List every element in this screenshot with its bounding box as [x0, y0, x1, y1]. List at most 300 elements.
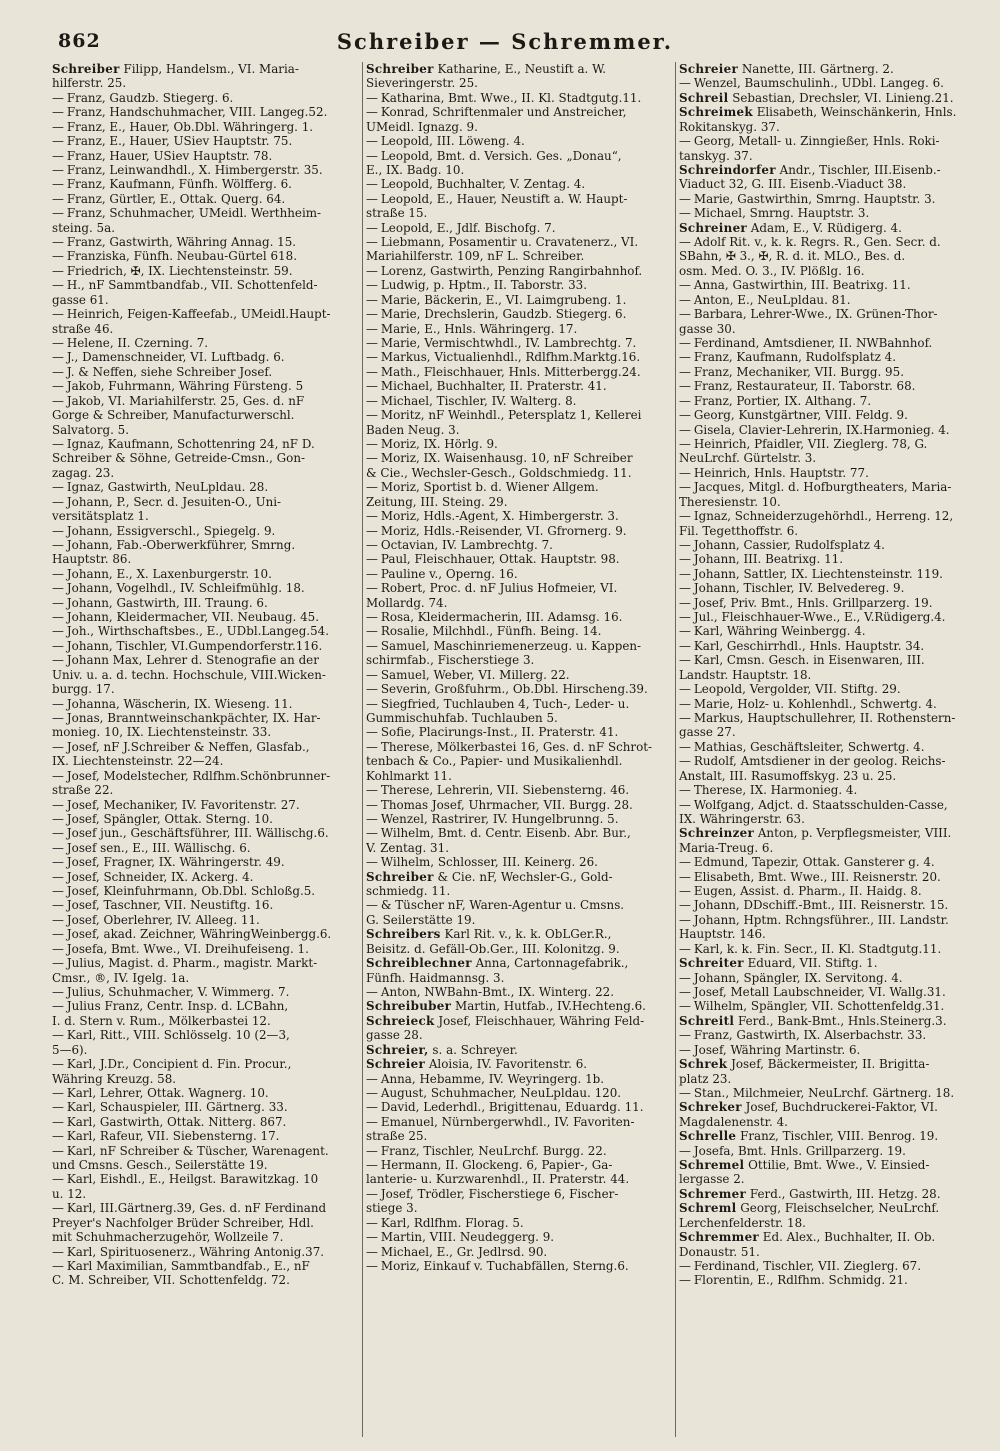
directory-entry: [366, 668, 672, 682]
continuation-dash: —: [52, 739, 64, 754]
entry-text: Josef, Metall Laubschneider, VI. Wallg.31.: [693, 985, 946, 999]
continuation-dash: —: [52, 162, 64, 177]
directory-entry: [679, 76, 987, 90]
continuation-dash: —: [366, 898, 378, 913]
entry-text: NeuLrchf. Gürtelstr. 3.: [679, 451, 817, 466]
continuation-dash: —: [366, 1186, 378, 1201]
entry-text: Leopold, Bmt. d. Versich. Ges. „Donau“,: [380, 148, 622, 163]
continuation-dash: —: [366, 624, 378, 639]
entry-text: Johann, Kleidermacher, VII. Neubaug. 45.: [66, 610, 320, 625]
directory-entry: [52, 163, 358, 177]
directory-entry: [679, 1158, 987, 1172]
directory-entry: [52, 740, 358, 754]
entry-text: Rokitanskyg. 37.: [679, 119, 780, 134]
entry-text: u. 12.: [52, 1186, 87, 1201]
entry-text: Franz, Kaufmann, Rudolfsplatz 4.: [693, 350, 897, 365]
directory-entry: [366, 1245, 672, 1259]
entry-surname: Schreiter: [679, 956, 744, 971]
directory-entry: [366, 235, 672, 249]
continuation-dash: —: [366, 336, 378, 351]
directory-entry: [366, 1043, 672, 1057]
entry-text: Moriz, Hdls.-Agent, X. Himbergerstr. 3.: [380, 509, 619, 524]
entry-text: Mathias, Geschäftsleiter, Schwertg. 4.: [693, 739, 925, 754]
directory-entry: [366, 408, 672, 422]
entry-text: Octavian, IV. Lambrechtg. 7.: [380, 537, 553, 552]
entry-text: IX. Währingerstr. 63.: [679, 811, 805, 826]
directory-entry: [52, 293, 358, 307]
continuation-dash: —: [52, 985, 64, 999]
directory-entry: [366, 855, 672, 869]
continuation-dash: —: [679, 884, 691, 899]
entry-text: Friedrich, ✠, IX. Liechtensteinstr. 59.: [66, 263, 293, 278]
entry-text: Marie, E., Hnls. Währingerg. 17.: [380, 321, 578, 336]
entry-text: Karl, Währing Weinbergg. 4.: [693, 624, 866, 639]
entry-text: Katharine, E., Neustift a. W.: [437, 62, 607, 76]
directory-entry: [679, 725, 987, 739]
entry-text: Sebastian, Drechsler, VI. Linieng.21.: [732, 90, 954, 105]
directory-entry: [679, 206, 987, 220]
entry-text: lergasse 2.: [679, 1172, 745, 1187]
continuation-dash: —: [679, 307, 691, 322]
entry-text: Franz, Handschuhmacher, VIII. Langeg.52.: [66, 105, 328, 120]
continuation-dash: —: [679, 1259, 691, 1274]
directory-entry: [366, 1216, 672, 1230]
entry-text: Therese, IX. Harmonieg. 4.: [693, 783, 858, 798]
entry-text: Franz, Gürtler, E., Ottak. Querg. 64.: [66, 191, 286, 206]
entry-text: Ferd., Gastwirth, III. Hetzg. 28.: [749, 1186, 941, 1201]
entry-surname: Schreibers: [366, 927, 441, 942]
continuation-dash: —: [52, 624, 64, 639]
continuation-dash: —: [366, 408, 378, 423]
directory-entry: [679, 826, 987, 840]
entry-text: IX. Liechtensteinstr. 22—24.: [52, 754, 224, 769]
directory-entry: [52, 783, 358, 797]
directory-entry: [366, 884, 672, 898]
entry-surname: Schrek: [679, 1057, 728, 1072]
entry-text: Franz, Schuhmacher, UMeidl. Werthheim-: [66, 206, 322, 221]
directory-entry: [366, 466, 672, 480]
entry-text: Emanuel, Nürnbergerwhdl., IV. Favoriten-: [380, 1114, 635, 1129]
directory-entry: [366, 1230, 672, 1244]
directory-entry: [52, 769, 358, 783]
directory-entry: [366, 639, 672, 653]
directory-entry: [366, 509, 672, 523]
continuation-dash: —: [679, 941, 691, 956]
continuation-dash: —: [366, 436, 378, 451]
entry-surname: Schreker: [679, 1100, 742, 1115]
entry-text: Karl, nF Schreiber & Tüscher, Warenagent.: [66, 1143, 329, 1158]
continuation-dash: —: [679, 1273, 691, 1288]
directory-entry: [366, 91, 672, 105]
entry-text: Magdalenenstr. 4.: [679, 1114, 788, 1129]
directory-entry: [366, 1057, 672, 1071]
continuation-dash: —: [366, 985, 378, 999]
directory-entry: [52, 192, 358, 206]
directory-entry: [52, 927, 358, 941]
directory-entry: [366, 596, 672, 610]
directory-entry: [679, 149, 987, 163]
directory-entry: [366, 423, 672, 437]
continuation-dash: —: [679, 682, 691, 697]
entry-text: Moriz, Sportist b. d. Wiener Allgem.: [380, 480, 599, 495]
continuation-dash: —: [679, 278, 691, 293]
directory-entry: [52, 1028, 358, 1042]
directory-entry: [366, 1129, 672, 1143]
continuation-dash: —: [366, 826, 378, 841]
entry-surname: Schreibuber: [366, 999, 452, 1014]
directory-entry: [366, 1144, 672, 1158]
directory-entry: [52, 942, 358, 956]
entry-text: Elisabeth, Bmt. Wwe., III. Reisnerstr. 20.: [693, 869, 941, 884]
entry-text: Josef, Kleinfuhrmann, Ob.Dbl. Schloßg.5.: [66, 884, 316, 899]
entry-text: Samuel, Maschinriemenerzeug. u. Kappen-: [380, 638, 642, 653]
entry-text: Martin, Hutfab., IV.Hechteng.6.: [455, 999, 646, 1014]
directory-entry: [52, 682, 358, 696]
entry-surname: Schreml: [679, 1201, 737, 1216]
entry-text: straße 46.: [52, 321, 114, 336]
running-head: Schreiber — Schremmer.: [336, 29, 674, 54]
directory-entry: [679, 812, 987, 826]
entry-text: Baden Neug. 3.: [366, 422, 460, 437]
entry-text: Karl, Ritt., VIII. Schlösselg. 10 (2—3,: [66, 1028, 290, 1043]
entry-text: Josef, Mechaniker, IV. Favoritenstr. 27.: [66, 797, 300, 812]
continuation-dash: —: [52, 90, 64, 105]
entry-text: Jonas, Branntweinschankpächter, IX. Har-: [66, 710, 321, 725]
directory-entry: [366, 956, 672, 970]
entry-text: Ferd., Bank-Bmt., Hnls.Steinerg.3.: [738, 1013, 947, 1028]
directory-entry: [52, 423, 358, 437]
entry-text: Barbara, Lehrer-Wwe., IX. Grünen-Thor-: [693, 307, 938, 322]
continuation-dash: —: [679, 869, 691, 884]
entry-text: Georg, Kunstgärtner, VIII. Feldg. 9.: [693, 408, 908, 423]
continuation-dash: —: [366, 1100, 378, 1115]
directory-entry: [52, 725, 358, 739]
continuation-dash: —: [366, 509, 378, 524]
entry-text: versitätsplatz 1.: [52, 509, 149, 524]
entry-text: Pauline v., Operng. 16.: [380, 566, 518, 581]
directory-entry: [366, 264, 672, 278]
continuation-dash: —: [52, 826, 64, 841]
continuation-dash: —: [52, 941, 64, 956]
directory-entry: [52, 394, 358, 408]
continuation-dash: —: [52, 1201, 64, 1216]
entry-text: Katharina, Bmt. Wwe., II. Kl. Stadtgutg.11.: [380, 90, 642, 105]
entry-text: Maria-Treug. 6.: [679, 840, 774, 855]
directory-entry: [52, 91, 358, 105]
continuation-dash: —: [52, 566, 64, 581]
entry-text: Adam, E., V. Rüdigerg. 4.: [750, 220, 902, 235]
entry-text: Währing Kreuzg. 58.: [52, 1071, 177, 1086]
continuation-dash: —: [366, 855, 378, 870]
continuation-dash: —: [366, 566, 378, 581]
directory-entry: [52, 697, 358, 711]
entry-text: Michael, Tischler, IV. Walterg. 8.: [380, 393, 577, 408]
entry-text: Rudolf, Amtsdiener in der geolog. Reichs-: [693, 754, 946, 769]
entry-text: Schreiber & Söhne, Getreide-Cmsn., Gon-: [52, 451, 305, 466]
directory-entry: [366, 307, 672, 321]
entry-text: Gummischuhfab. Tuchlauben 5.: [366, 710, 558, 725]
entry-text: Julius Franz, Centr. Insp. d. LCBahn,: [66, 999, 289, 1014]
entry-text: David, Lederhdl., Brigittenau, Eduardg. 11.: [380, 1100, 644, 1115]
continuation-dash: —: [679, 76, 691, 91]
entry-text: mit Schuhmacherzugehör, Wollzeile 7.: [52, 1230, 284, 1245]
entry-surname: Schreier: [679, 62, 739, 76]
continuation-dash: —: [679, 509, 691, 524]
directory-entry: [679, 1100, 987, 1114]
directory-entry: [366, 105, 672, 119]
entry-text: straße 15.: [366, 206, 428, 221]
entry-text: Anton, p. Verpflegsmeister, VIII.: [757, 826, 952, 841]
directory-entry: [679, 62, 987, 76]
directory-entry: [679, 956, 987, 970]
directory-entry: [52, 1043, 358, 1057]
entry-text: Josefa, Bmt. Hnls. Grillparzerg. 19.: [693, 1143, 906, 1158]
continuation-dash: —: [52, 393, 64, 408]
entry-text: Florentin, E., Rdlfhm. Schmidg. 21.: [693, 1273, 908, 1288]
directory-entry: [52, 322, 358, 336]
directory-entry: [679, 552, 987, 566]
directory-entry: [679, 91, 987, 105]
directory-entry: [679, 365, 987, 379]
entry-text: Josef, Modelstecher, Rdlfhm.Schönbrunner-: [66, 768, 331, 783]
directory-entry: [679, 322, 987, 336]
directory-entry: [679, 653, 987, 667]
entry-text: Kohlmarkt 11.: [366, 768, 452, 783]
directory-entry: [679, 293, 987, 307]
continuation-dash: —: [366, 350, 378, 365]
entry-text: Markus, Hauptschullehrer, II. Rothenstern-: [693, 710, 956, 725]
entry-text: Therese, Mölkerbastei 16, Ges. d. nF Schrot-: [380, 739, 653, 754]
continuation-dash: —: [679, 970, 691, 985]
directory-entry: [366, 524, 672, 538]
directory-entry: [52, 480, 358, 494]
directory-entry: [52, 855, 358, 869]
directory-entry: [366, 985, 672, 999]
directory-entry: [366, 697, 672, 711]
entry-text: Josef, Fleischhauer, Währing Feld-: [438, 1013, 645, 1028]
continuation-dash: —: [52, 494, 64, 509]
column-right: [679, 62, 987, 1288]
continuation-dash: —: [679, 1042, 691, 1057]
entry-text: straße 22.: [52, 783, 114, 798]
directory-entry: [366, 206, 672, 220]
continuation-dash: —: [52, 898, 64, 913]
entry-text: gasse 28.: [366, 1028, 423, 1043]
directory-entry: [679, 134, 987, 148]
entry-surname: Schreiber: [52, 62, 120, 76]
directory-entry: [52, 1201, 358, 1215]
entry-text: platz 23.: [679, 1071, 732, 1086]
entry-text: Franz, Portier, IX. Althang. 7.: [693, 393, 872, 408]
directory-entry: [366, 783, 672, 797]
directory-entry: [679, 1144, 987, 1158]
directory-entry: [679, 769, 987, 783]
continuation-dash: —: [679, 653, 691, 668]
directory-entry: [366, 581, 672, 595]
continuation-dash: —: [366, 1143, 378, 1158]
continuation-dash: —: [679, 292, 691, 307]
directory-entry: [366, 711, 672, 725]
entry-text: Severin, Großfuhrm., Ob.Dbl. Hirscheng.39.: [380, 682, 648, 697]
entry-text: Anna, Hebamme, IV. Weyringerg. 1b.: [380, 1071, 605, 1086]
continuation-dash: —: [52, 610, 64, 625]
entry-text: Johann, Cassier, Rudolfsplatz 4.: [693, 537, 885, 552]
continuation-dash: —: [679, 1143, 691, 1158]
continuation-dash: —: [679, 999, 691, 1014]
entry-text: burgg. 17.: [52, 682, 115, 697]
entry-text: Therese, Lehrerin, VII. Siebensterng. 46.: [380, 783, 630, 798]
entry-text: Johann, Hptm. Rchngsführer., III. Landstr.: [693, 912, 949, 927]
entry-text: Wolfgang, Adjct. d. Staatsschulden-Casse,: [693, 797, 948, 812]
entry-surname: Schreiber: [366, 62, 434, 76]
directory-entry: [679, 610, 987, 624]
page-number: 862: [58, 30, 101, 52]
entry-text: Andr., Tischler, III.Eisenb.-: [779, 162, 941, 177]
directory-entry: [679, 1259, 987, 1273]
entry-text: Zeitung, III. Steing. 29.: [366, 494, 508, 509]
entry-text: Josef, Währing Martinstr. 6.: [693, 1042, 861, 1057]
continuation-dash: —: [52, 350, 64, 365]
directory-entry: [366, 798, 672, 812]
directory-entry: [679, 423, 987, 437]
entry-text: Josef, Fragner, IX. Währingerstr. 49.: [66, 855, 285, 870]
directory-entry: [366, 826, 672, 840]
entry-text: Franz, Mechaniker, VII. Burgg. 95.: [693, 364, 904, 379]
entry-text: Josef, Oberlehrer, IV. Alleeg. 11.: [66, 912, 260, 927]
continuation-dash: —: [366, 682, 378, 697]
directory-entry: [52, 1072, 358, 1086]
entry-text: Leopold, Buchhalter, V. Zentag. 4.: [380, 177, 586, 192]
directory-entry: [366, 62, 672, 76]
entry-text: Karl, Eishdl., E., Heilgst. Barawitzkag. 10: [66, 1172, 319, 1187]
directory-entry: [679, 999, 987, 1013]
entry-surname: Schreier: [366, 1057, 426, 1072]
directory-entry: [366, 1115, 672, 1129]
directory-entry: [366, 1014, 672, 1028]
directory-entry: [52, 105, 358, 119]
directory-entry: [52, 1172, 358, 1186]
continuation-dash: —: [366, 134, 378, 149]
column-middle: [366, 62, 672, 1273]
continuation-dash: —: [366, 177, 378, 192]
directory-entry: [679, 163, 987, 177]
entry-text: Julius, Magist. d. Pharm., magistr. Markt-: [66, 956, 318, 971]
entry-text: 5—6).: [52, 1042, 88, 1057]
directory-entry: [679, 1043, 987, 1057]
entry-text: Anna, Gastwirthin, III. Beatrixg. 11.: [693, 278, 911, 293]
continuation-dash: —: [52, 364, 64, 379]
directory-entry: [366, 249, 672, 263]
directory-entry: [679, 509, 987, 523]
directory-entry: [679, 524, 987, 538]
entry-text: Josef, Buchdruckerei-Faktor, VI.: [745, 1100, 938, 1115]
directory-entry: [366, 293, 672, 307]
directory-entry: [52, 495, 358, 509]
directory-entry: [366, 653, 672, 667]
directory-entry: [679, 221, 987, 235]
directory-entry: [52, 379, 358, 393]
directory-entry: [366, 350, 672, 364]
continuation-dash: —: [52, 638, 64, 653]
entry-text: Liebmann, Posamentir u. Cravatenerz., VI.: [380, 235, 639, 250]
directory-entry: [679, 120, 987, 134]
directory-entry: [366, 76, 672, 90]
directory-entry: [52, 884, 358, 898]
entry-text: Josefa, Bmt. Wwe., VI. Dreihufeiseng. 1.: [66, 941, 309, 956]
continuation-dash: —: [679, 855, 691, 870]
directory-entry: [679, 264, 987, 278]
continuation-dash: —: [52, 379, 64, 394]
entry-text: Marie, Bäckerin, E., VI. Laimgrubeng. 1.: [380, 292, 627, 307]
continuation-dash: —: [366, 523, 378, 538]
entry-surname: Schreimek: [679, 105, 753, 120]
entry-text: Johann, Sattler, IX. Liechtensteinstr. 119.: [693, 566, 943, 581]
entry-text: Marie, Vermischtwhdl., IV. Lambrechtg. 7.: [380, 336, 637, 351]
entry-text: Josef, nF J.Schreiber & Neffen, Glasfab.,: [66, 739, 310, 754]
continuation-dash: —: [52, 1172, 64, 1187]
continuation-dash: —: [366, 1114, 378, 1129]
entry-text: & Tüscher nF, Waren-Agentur u. Cmsns.: [380, 898, 625, 913]
continuation-dash: —: [366, 220, 378, 235]
entry-text: Johann, Fab.-Oberwerkführer, Smrng.: [66, 537, 296, 552]
directory-entry: [366, 451, 672, 465]
directory-entry: [366, 394, 672, 408]
entry-text: Marie, Gastwirthin, Smrng. Hauptstr. 3.: [693, 191, 936, 206]
entry-text: schmiedg. 11.: [366, 884, 451, 899]
directory-entry: [679, 1172, 987, 1186]
directory-entry: [679, 495, 987, 509]
directory-entry: [679, 1230, 987, 1244]
entry-surname: Schremmer: [679, 1230, 759, 1245]
entry-text: Heinrich, Feigen-Kaffeefab., UMeidl.Haupt-: [66, 307, 331, 322]
entry-text: Siegfried, Tuchlauben 4, Tuch-, Leder- u.: [380, 696, 630, 711]
entry-text: Josef, Priv. Bmt., Hnls. Grillparzerg. 19.: [693, 595, 933, 610]
directory-entry: [679, 235, 987, 249]
directory-entry: [52, 1014, 358, 1028]
directory-entry: [366, 740, 672, 754]
entry-text: Franz, E., Hauer, USiev Hauptstr. 75.: [66, 134, 293, 149]
entry-text: Ignaz, Gastwirth, NeuLpldau. 28.: [66, 480, 269, 495]
continuation-dash: —: [366, 393, 378, 408]
continuation-dash: —: [52, 206, 64, 221]
continuation-dash: —: [52, 884, 64, 899]
continuation-dash: —: [679, 610, 691, 625]
continuation-dash: —: [52, 797, 64, 812]
continuation-dash: —: [52, 1114, 64, 1129]
continuation-dash: —: [52, 999, 64, 1014]
entry-surname: Schreiblechner: [366, 956, 472, 971]
directory-entry: [679, 971, 987, 985]
continuation-dash: —: [679, 783, 691, 798]
directory-entry: [679, 1115, 987, 1129]
entry-text: Moritz, nF Weinhdl., Petersplatz 1, Kellerei: [380, 408, 642, 423]
directory-entry: [366, 538, 672, 552]
directory-entry: [52, 1129, 358, 1143]
continuation-dash: —: [52, 1244, 64, 1259]
entry-text: Franz, Kaufmann, Fünfh. Wölfferg. 6.: [66, 177, 292, 192]
directory-entry: [52, 1115, 358, 1129]
directory-entry: [366, 192, 672, 206]
entry-text: Filipp, Handelsm., VI. Maria-: [123, 62, 299, 76]
directory-entry: [52, 1057, 358, 1071]
entry-text: tenbach & Co., Papier- und Musikalienhdl.: [366, 754, 623, 769]
continuation-dash: —: [679, 465, 691, 480]
directory-entry: [679, 870, 987, 884]
directory-entry: [366, 725, 672, 739]
entry-text: Paul, Fleischhauer, Ottak. Hauptstr. 98.: [380, 552, 620, 567]
entry-text: lanterie- u. Kurzwarenhdl., II. Praterstr. 44.: [366, 1172, 630, 1187]
entry-surname: Schreiner: [679, 220, 747, 235]
